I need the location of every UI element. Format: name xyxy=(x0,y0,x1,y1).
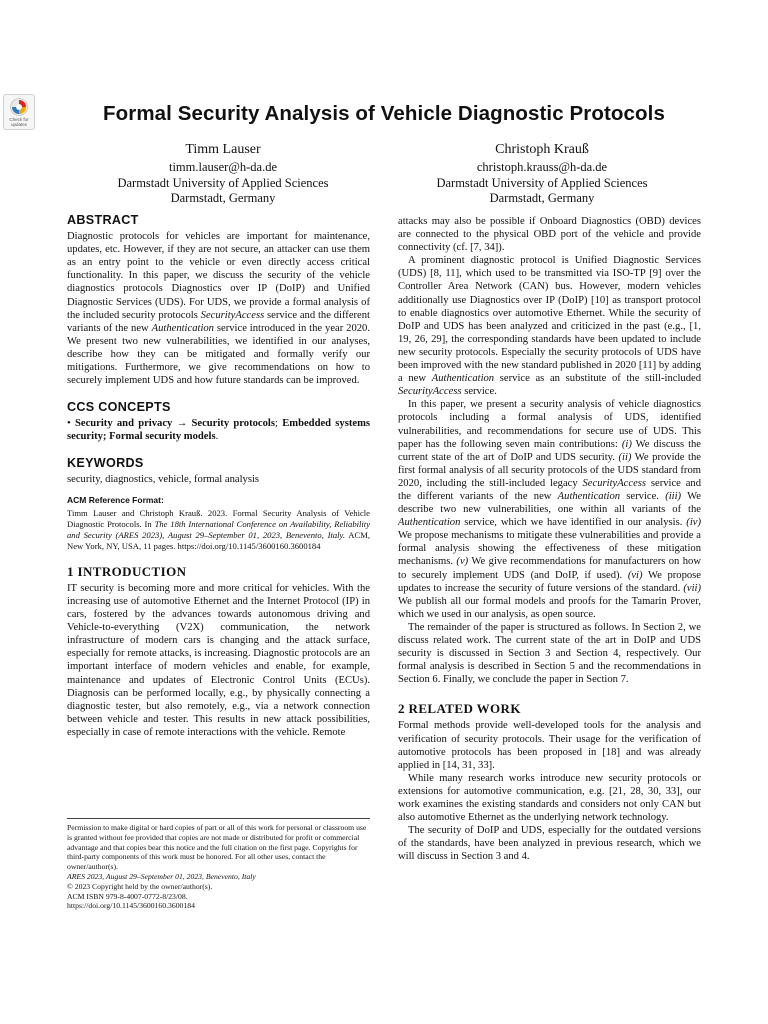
abstract-text: Diagnostic protocols for vehicles are important for maintenance, updates, etc. However, if they are not secure, an attacker can use them as an entry point to the vehicle or even directly access critical functionality. In this paper, we discuss the security of the vehicle diagnostics protocols Diagnostics over IP (DoIP) and Unified Diagnostic Services (UDS). For UDS, we provide a formal analysis of the included security protocols SecurityAccess service and the different variants of the new Authentication service introduced in the year 2020. We present two new vulnerabilities, we identified in our analyses, describe how they can be mitigated and formally verify our mitigations. Furthermore, we give recommendations on how to securely implement UDS and how future standards can be improved. xyxy=(67,231,371,387)
related-work-heading: 2 RELATED WORK xyxy=(398,701,521,717)
related-work-p2: While many research works introduce new security protocols or extensions for automotive communication, e.g. [21, 28, 30, 33], our work examines the existing standards and considers not only CAN but also automotive Ethernet as the underlying network technology. xyxy=(398,772,701,824)
author-name: Christoph Krauß xyxy=(495,142,589,157)
structure-paragraph: The remainder of the paper is structured as follows. In Section 2, we discuss related work. The current state of the art in DoIP and UDS security is discussed in Section 3 and Section 4, respectively. Our formal analysis is described in Section 5 and the recommendations in Section 6. Finally, we conclude the paper in Section 7. xyxy=(398,621,701,686)
author-location: Darmstadt, Germany xyxy=(489,191,595,205)
uds-paragraph: A prominent diagnostic protocol is Unified Diagnostic Services (UDS) [8, 11], which used to be transmitted via ISO-TP [9] over the Controller Area Network (CAN) bus. However, modern vehicles additionally use Diagnostics over IP (DoIP) [10] as transport protocol to enable diagnostics over automotive Ethernet. While the security of DoIP and UDS has been analyzed and criticized in the past (e.g., [1, 19, 26, 29], the corresponding standards have been updated to include new security protocols. Especially the security protocols of UDS have been improved with the new standard published in 2020 [11] by adding a new Authentication service as an substitute of the still-included SecurityAccess service. xyxy=(398,255,702,398)
related-work-p3: The security of DoIP and UDS, especially for the outdated versions of the standards, have been analyzed in previous research, which we will discuss in Section 3 and 4. xyxy=(398,825,701,863)
author-email[interactable]: christoph.krauss@h-da.de xyxy=(476,160,608,174)
acm-reference-heading: ACM Reference Format: xyxy=(67,494,164,505)
author-name: Timm Lauser xyxy=(185,142,261,157)
doi-link[interactable]: https://doi.org/10.1145/3600160.3600184 xyxy=(67,901,195,911)
introduction-text: IT security is becoming more and more critical for vehicles. With the increasing use of automotive Ethernet and the Internet Protocol (IP) in cars, fostered by the advances towards autonomous driving and Vehicle-to-everything (V2X) communication, the network infrastructure of modern cars is changing and the attack surface, especially for remote attacks, is increasing. Diagnostic protocols are an important interface of modern vehicles and enable, for example, maintenance and updates of Electronic Control Units (ECUs). Diagnosis can be performed locally, e.g., by physically connecting a diagnostic tester, but also remotely, e.g., via a network connection between vehicle and tester. This results in new attack possibilities, especially in case of remote interactions with the vehicle. Remote xyxy=(67,582,370,738)
conference-info: ARES 2023, August 29–September 01, 2023, Benevento, Italy xyxy=(67,871,256,881)
isbn-info: ACM ISBN 979-8-4007-0772-8/23/08. xyxy=(67,891,188,901)
ccs-heading: CCS CONCEPTS xyxy=(67,400,171,415)
left-column xyxy=(67,214,370,739)
author-block-1 xyxy=(73,141,373,207)
abstract-heading: ABSTRACT xyxy=(67,213,139,227)
permission-notice: Permission to make digital or hard copies of part or all of this work for personal or classroom use is granted without fee provided that copies are not made or distributed for profit or commercial advantage and that copies bear this notice and the full citation on the first page. Copyrights for third-party components of this work must be honored. For all other uses, contact the owner/author(s). xyxy=(67,823,367,872)
right-column xyxy=(398,215,701,864)
introduction-heading: 1 INTRODUCTION xyxy=(67,563,187,579)
author-block-2 xyxy=(392,141,692,207)
author-affiliation: Darmstadt University of Applied Sciences xyxy=(436,175,648,190)
copyright-notice: © 2023 Copyright held by the owner/author(s). xyxy=(67,881,213,891)
intro-continuation: attacks may also be possible if Onboard Diagnostics (OBD) devices are connected to the physical OBD port of the vehicle and provide connectivity (cf. [7, 34]). xyxy=(398,216,701,254)
author-affiliation: Darmstadt University of Applied Sciences xyxy=(117,175,329,190)
keywords-heading: KEYWORDS xyxy=(67,455,144,470)
contributions-paragraph: In this paper, we present a security analysis of vehicle diagnostics protocols including a formal analysis of UDS, identified vulnerabilities, and recommendations for secure use of UDS. This paper has the following seven main contributions: (i) We discuss the current state of the art of DoIP and UDS security. (ii) We provide the first formal analysis of all security protocols of the UDS standard from 2020, including the still-included legacy SecurityAccess service and the different variants of the new Authentication service. (iii) We describe two new vulnerabilities, one within all variants of the Authentication service, which we have identified in our analysis. (iv) We propose mechanisms to mitigate these vulnerabilities and provide a formal analysis showing the effectiveness of these mitigation mechanisms. (v) We give recommendations for manufacturers on how to securely implement UDS (and DoIP, if used). (vi) We propose updates to increase the security of future versions of the standard. (vii) We publish all our formal models and proofs for the Tamarin Prover, which we used in our analysis, as open source. xyxy=(398,399,702,620)
paper-title: Formal Security Analysis of Vehicle Diagnostic Protocols xyxy=(103,102,665,125)
author-email[interactable]: timm.lauser@h-da.de xyxy=(168,160,277,174)
badge-label: Check for updates xyxy=(9,117,29,127)
footnote-block xyxy=(67,818,370,911)
ccs-text: • Security and privacy → Security protocols; Embedded systems security; Formal security models. xyxy=(67,418,371,443)
related-work-p1: Formal methods provide well-developed tools for the analysis and verification of security protocols. Their usage for the verification of automotive protocols has been proposed in [18] and was already applied in [14, 31, 33]. xyxy=(398,720,701,771)
acm-reference-text: Timm Lauser and Christoph Krauß. 2023. Formal Security Analysis of Vehicle Diagnostic Protocols. In The 18th International Conference on Availability, Reliability and Security (ARES 2023), August 29–September 01, 2023, Benevento, Italy. ACM, New York, NY, USA, 11 pages. https://doi.org/10.1145/3600160.3600184 xyxy=(67,507,371,551)
author-location: Darmstadt, Germany xyxy=(170,191,276,205)
keywords-text: security, diagnostics, vehicle, formal analysis xyxy=(67,473,260,485)
